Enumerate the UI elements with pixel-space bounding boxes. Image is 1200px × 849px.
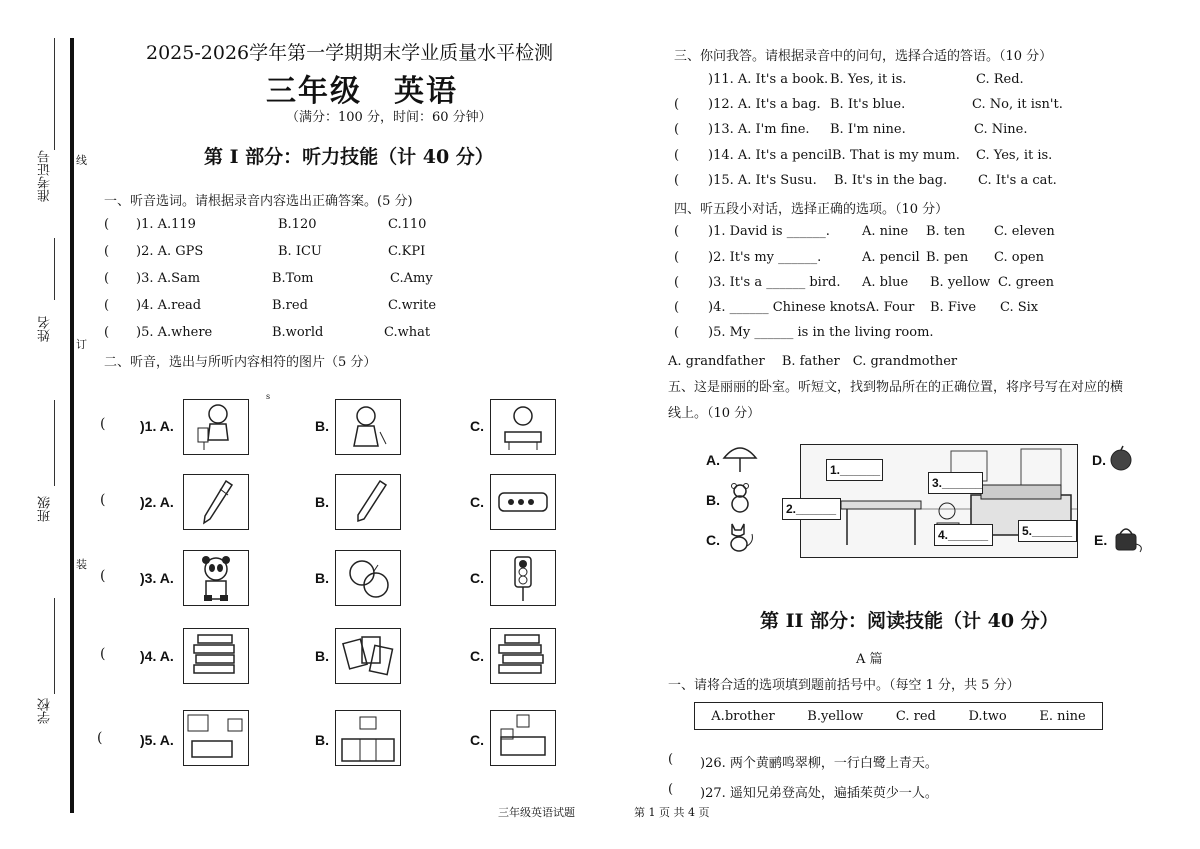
option-c: C. red: [895, 708, 936, 724]
item-label-d: D.: [1092, 452, 1106, 468]
s4-item-1-c: C. eleven: [994, 224, 1055, 239]
item-label-c: C.: [706, 532, 720, 548]
answer-paren[interactable]: (: [100, 568, 106, 584]
s1-item-1: )1. A.119: [136, 217, 196, 232]
answer-paren[interactable]: (: [104, 244, 110, 259]
s1-item-5-c: C.what: [384, 325, 431, 340]
exam-number-label: 准考证号: [38, 150, 53, 202]
section5-heading-cont: 线上。（10 分）: [668, 406, 761, 421]
section5-heading: 五、这是丽丽的卧室。听短文，找到物品所在的正确位置，将序号写在对应的横: [668, 380, 1124, 395]
s2-row2-b-label: B.: [315, 494, 329, 510]
s4-item-3-b: B. yellow: [930, 275, 991, 290]
option-b: B.yellow: [807, 708, 864, 724]
s4-item-2: )2. It's my ______.: [708, 250, 822, 265]
s4-item-4-b: B. Five: [930, 300, 977, 315]
answer-paren[interactable]: (: [104, 271, 110, 286]
s1-item-4-b: B.red: [272, 298, 308, 313]
s1-item-3-c: C.Amy: [390, 271, 433, 286]
s2-row2-c-label: C.: [470, 494, 484, 510]
s4-item-5: )5. My ______ is in the living room.: [708, 325, 934, 340]
umbrella-icon: [722, 440, 758, 474]
living-room-image[interactable]: [183, 710, 249, 766]
s2-row5-a-label: )5. A.: [140, 732, 174, 748]
panda-image[interactable]: [183, 550, 249, 606]
s4-item-2-a: A. pencil: [862, 250, 920, 265]
option-a: A.brother: [711, 708, 775, 724]
s4-item-2-c: C. open: [994, 250, 1044, 265]
answer-paren[interactable]: (: [674, 300, 680, 315]
s3-item-14-b: B. That is my mum.: [832, 148, 960, 163]
answer-paren[interactable]: (: [674, 275, 680, 290]
s1-item-2-c: C.KPI: [388, 244, 426, 259]
blank-4[interactable]: 4.______: [934, 524, 993, 546]
blank-5[interactable]: 5.______: [1018, 520, 1077, 542]
blank-2[interactable]: 2.______: [782, 498, 841, 520]
footer-page: 第 1 页 共 4 页: [634, 806, 710, 819]
answer-paren[interactable]: (: [668, 782, 674, 797]
oranges-image[interactable]: [335, 550, 401, 606]
stray-mark: s: [266, 392, 271, 401]
exam-number-line: [54, 38, 55, 150]
s2-row4-a-label: )4. A.: [140, 648, 174, 664]
item-label-b: B.: [706, 492, 720, 508]
answer-paren[interactable]: (: [104, 217, 110, 232]
s2-row1-a-label: )1. A.: [140, 418, 174, 434]
s2-row4-c-label: C.: [470, 648, 484, 664]
pencil-image[interactable]: [335, 474, 401, 530]
s4-item-2-b: B. pen: [926, 250, 969, 265]
bag-icon: [1110, 524, 1146, 554]
boy-at-desk-image[interactable]: [490, 399, 556, 455]
s3-item-13: )13. A. I'm fine.: [708, 122, 810, 137]
school-label: 学校: [38, 698, 53, 724]
section3-heading: 三、你问我答。请根据录音中的问句，选择合适的答语。（10 分）: [674, 49, 1053, 64]
girl-writing-image[interactable]: [335, 399, 401, 455]
s4-item-4-a: A. Four: [866, 300, 915, 315]
s4-item-4-c: C. Six: [1000, 300, 1039, 315]
s3-item-12: )12. A. It's a bag.: [708, 97, 821, 112]
pencil-box-image[interactable]: [490, 474, 556, 530]
scattered-books-image[interactable]: [335, 628, 401, 684]
name-label: 姓名: [38, 316, 53, 342]
s1-item-1-b: B.120: [278, 217, 317, 232]
s2-row3-b-label: B.: [315, 570, 329, 586]
books-stack-2-image[interactable]: [490, 628, 556, 684]
s4-item-1-a: A. nine: [862, 224, 909, 239]
answer-paren[interactable]: (: [674, 173, 680, 188]
answer-paren[interactable]: (: [97, 730, 103, 746]
answer-paren[interactable]: (: [674, 325, 680, 340]
answer-paren[interactable]: (: [674, 97, 680, 112]
section4-heading: 四、听五段小对话，选择正确的选项。（10 分）: [674, 202, 949, 217]
part1-title: 第 I 部分：听力技能（计 40 分）: [204, 146, 494, 168]
s2-row1-b-label: B.: [315, 418, 329, 434]
option-e: E. nine: [1039, 708, 1086, 724]
s3-item-12-b: B. It's blue.: [830, 97, 906, 112]
part2-title: 第 II 部分：阅读技能（计 40 分）: [760, 610, 1059, 632]
s1-item-3-b: B.Tom: [272, 271, 314, 286]
kitchen-image[interactable]: [335, 710, 401, 766]
answer-paren[interactable]: (: [100, 646, 106, 662]
section1-heading: 一、听音选词。请根据录音内容选出正确答案。(5 分): [104, 194, 413, 209]
s3-item-14: )14. A. It's a pencil.: [708, 148, 837, 163]
blank-3[interactable]: 3.______: [928, 472, 983, 494]
option-d: D.two: [968, 708, 1007, 724]
section2-heading: 二、听音，选出与所听内容相符的图片（5 分）: [104, 355, 377, 370]
s3-item-13-b: B. I'm nine.: [830, 122, 906, 137]
part2-section1-heading: 一、请将合适的选项填到题前括号中。（每空 1 分，共 5 分）: [668, 678, 1020, 693]
s3-item-14-c: C. Yes, it is.: [976, 148, 1053, 163]
answer-paren[interactable]: (: [104, 325, 110, 340]
s3-item-11-c: C. Red.: [976, 72, 1024, 87]
s1-item-4-c: C.write: [388, 298, 437, 313]
s2-row2-a-label: )2. A.: [140, 494, 174, 510]
seal-mark-zhuang: 装: [76, 558, 87, 571]
s2-row5-c-label: C.: [470, 732, 484, 748]
item-label-a: A.: [706, 452, 720, 468]
s1-item-3: )3. A.Sam: [136, 271, 201, 286]
class-line: [54, 400, 55, 486]
traffic-light-image[interactable]: [490, 550, 556, 606]
options-box: [694, 702, 1103, 730]
blank-1[interactable]: 1.______: [826, 459, 883, 481]
s4-item-5-options: A. grandfather B. father C. grandmother: [668, 354, 958, 369]
footer-left: 三年级英语试题: [498, 806, 575, 819]
s1-item-5: )5. A.where: [136, 325, 213, 340]
s4-item-3: )3. It's a ______ bird.: [708, 275, 841, 290]
s1-item-4: )4. A.read: [136, 298, 202, 313]
s4-item-3-c: C. green: [998, 275, 1055, 290]
cat-icon: [726, 520, 756, 552]
answer-paren[interactable]: (: [100, 416, 106, 432]
answer-paren[interactable]: (: [674, 122, 680, 137]
s2-row1-c-label: C.: [470, 418, 484, 434]
s3-item-15-b: B. It's in the bag.: [834, 173, 948, 188]
books-stack-image[interactable]: [183, 628, 249, 684]
item-label-e: E.: [1094, 532, 1108, 548]
answer-paren[interactable]: (: [674, 250, 680, 265]
s3-item-15: )15. A. It's Susu.: [708, 173, 817, 188]
pen-image[interactable]: [183, 474, 249, 530]
answer-paren[interactable]: (: [104, 298, 110, 313]
boy-reading-image[interactable]: [183, 399, 249, 455]
part2-subtitle: A 篇: [856, 652, 883, 667]
seal-mark-ding: 订: [76, 338, 87, 351]
s3-item-11: )11. A. It's a book.: [708, 72, 829, 87]
exam-info: （满分：100 分，时间：60 分钟）: [286, 110, 492, 125]
s2-row5-b-label: B.: [315, 732, 329, 748]
name-line: [54, 238, 55, 300]
s1-item-2-b: B. ICU: [278, 244, 322, 259]
q27: )27. 遥知兄弟登高处，遍插茱萸少一人。: [700, 786, 938, 801]
school-line: [54, 598, 55, 694]
s2-row3-a-label: )3. A.: [140, 570, 174, 586]
answer-paren[interactable]: (: [668, 752, 674, 767]
s1-item-1-c: C.110: [388, 217, 427, 232]
s2-row4-b-label: B.: [315, 648, 329, 664]
answer-paren[interactable]: (: [674, 148, 680, 163]
s1-item-2: )2. A. GPS: [136, 244, 204, 259]
apple-icon: [1108, 444, 1134, 472]
subject-title: 三年级 英语: [266, 74, 458, 109]
s4-item-1: )1. David is ______.: [708, 224, 830, 239]
s2-row3-c-label: C.: [470, 570, 484, 586]
s3-item-15-c: C. It's a cat.: [978, 173, 1057, 188]
s3-item-13-c: C. Nine.: [974, 122, 1028, 137]
q26: )26. 两个黄鹂鸣翠柳，一行白鹭上青天。: [700, 756, 938, 771]
s3-item-12-c: C. No, it isn't.: [972, 97, 1063, 112]
teddy-bear-icon: [726, 482, 754, 514]
s4-item-4: )4. ______ Chinese knots.: [708, 300, 870, 315]
s1-item-5-b: B.world: [272, 325, 324, 340]
bedroom-image[interactable]: [490, 710, 556, 766]
answer-paren[interactable]: (: [100, 492, 106, 508]
s4-item-3-a: A. blue: [862, 275, 909, 290]
seal-mark-xian: 线: [76, 154, 87, 167]
class-label: 班级: [38, 496, 53, 522]
exam-title: 2025-2026学年第一学期期末学业质量水平检测: [146, 42, 554, 64]
s3-item-11-b: B. Yes, it is.: [830, 72, 907, 87]
s4-item-1-b: B. ten: [926, 224, 966, 239]
answer-paren[interactable]: (: [674, 224, 680, 239]
binding-line: [70, 38, 74, 813]
